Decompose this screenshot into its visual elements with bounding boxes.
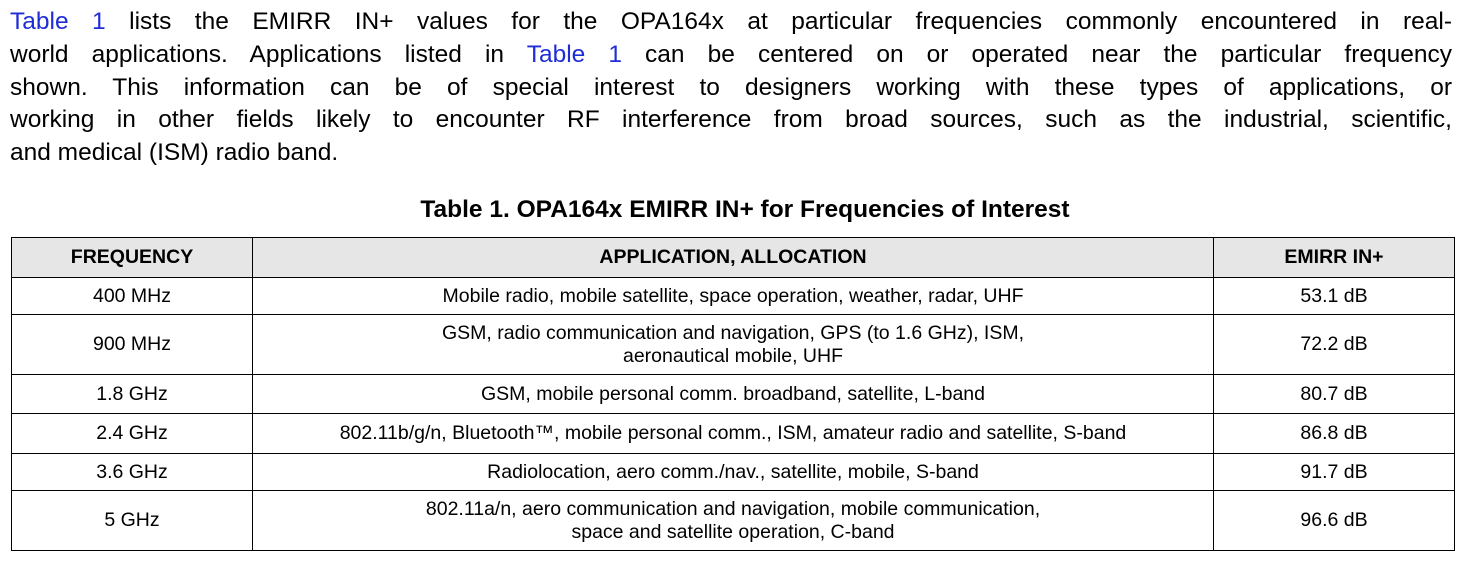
cell-frequency: 5 GHz [12,491,253,551]
cell-application [253,454,1214,491]
table-1-link-2[interactable]: Table 1 [526,40,622,68]
cell-emirr: 86.8 dB [1214,414,1455,454]
table-title: Table 1. OPA164x EMIRR IN+ for Frequencies of Interest [420,196,1070,223]
cell-application-line-2: aeronautical mobile, UHF [622,344,843,367]
cell-application-line-2: space and satellite operation, C-band [571,520,895,543]
cell-emirr: 72.2 dB [1214,315,1455,375]
cell-application-line: 802.11b/g/n, Bluetooth™, mobile personal comm., ISM, amateur radio and satellite, S-band [339,422,1127,444]
intro-line-1-text: lists the EMIRR IN+ values for the OPA164x at particular frequencies commonly encountered in real- [105,8,1452,35]
cell-emirr: 53.1 dB [1214,278,1455,315]
cell-frequency: 3.6 GHz [12,454,253,491]
header-frequency: FREQUENCY [12,238,253,278]
cell-application-line: 802.11a/n, aero communication and navigation, mobile communication, [425,497,1041,520]
table-row [12,278,1455,315]
cell-application [253,375,1214,414]
table-row [12,454,1455,491]
intro-line-1 [10,6,1452,39]
cell-application [253,491,1214,551]
cell-application [253,414,1214,454]
cell-application-line: GSM, mobile personal comm. broadband, satellite, L-band [480,382,985,405]
table-row [12,375,1455,414]
cell-application [253,315,1214,375]
intro-line-3: shown. This information can be of special interest to designers working with these types of applications, or [10,73,1452,101]
emirr-table [11,237,1455,551]
cell-emirr: 80.7 dB [1214,375,1455,414]
cell-emirr: 91.7 dB [1214,454,1455,491]
cell-frequency: 900 MHz [12,315,253,375]
intro-line-4: working in other fields likely to encounter RF interference from broad sources, such as the industrial, scientific, [10,106,1452,134]
table-row [12,414,1455,454]
cell-application-line: GSM, radio communication and navigation, GPS (to 1.6 GHz), ISM, [442,321,1024,344]
table-row [12,315,1455,375]
cell-frequency: 1.8 GHz [12,375,253,414]
intro-line-2-pre: world applications. Applications listed in [10,40,527,68]
intro-line-5: and medical (ISM) radio band. [10,139,339,167]
header-application: APPLICATION, ALLOCATION [253,238,1214,278]
cell-application-line: Mobile radio, mobile satellite, space operation, weather, radar, UHF [442,284,1024,307]
cell-frequency: 2.4 GHz [12,414,253,454]
intro-paragraph [10,6,1452,170]
header-emirr: EMIRR IN+ [1214,238,1455,278]
table-1-link[interactable]: Table 1 [10,8,106,35]
cell-application [253,278,1214,315]
intro-line-2-post: can be centered on or operated near the particular frequency [621,40,1452,68]
table-row [12,491,1455,551]
intro-line-2 [10,39,1452,72]
cell-frequency: 400 MHz [12,278,253,315]
cell-application-line: Radiolocation, aero comm./nav., satellite, mobile, S-band [487,460,979,483]
table-header-row [12,238,1455,278]
cell-emirr: 96.6 dB [1214,491,1455,551]
